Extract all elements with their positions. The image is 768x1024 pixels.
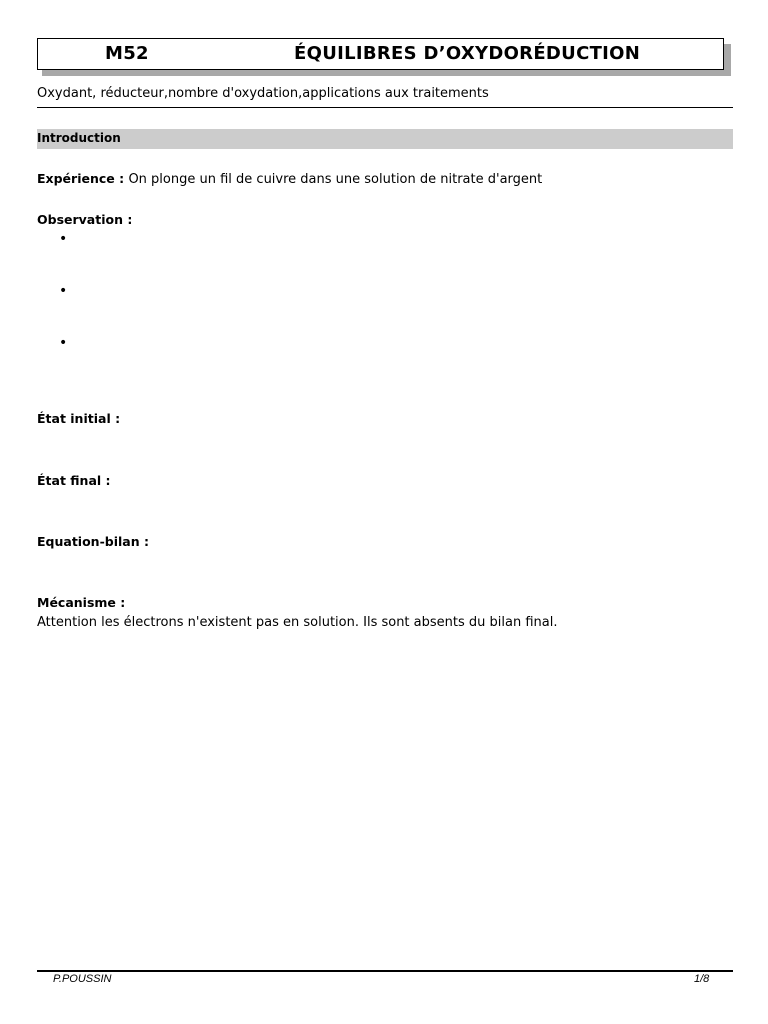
experience-line <box>37 171 542 187</box>
experience-text: On plonge un fil de cuivre dans une solution de nitrate d'argent <box>128 172 543 187</box>
module-code: M52 <box>105 43 149 64</box>
observation-label: Observation : <box>37 212 133 227</box>
document-title: ÉQUILIBRES D’OXYDORÉDUCTION <box>294 43 641 64</box>
experience-label: Expérience : <box>37 171 125 186</box>
section-header-band <box>37 129 733 149</box>
etat-initial-label: État initial : <box>37 411 121 426</box>
section-title: Introduction <box>37 131 121 145</box>
footer-author: P.POUSSIN <box>53 973 112 985</box>
footer-divider <box>37 970 733 972</box>
etat-final-label: État final : <box>37 473 111 488</box>
mecanisme-label: Mécanisme : <box>37 595 126 610</box>
subtitle-divider <box>37 107 733 108</box>
subtitle: Oxydant, réducteur,nombre d'oxydation,applications aux traitements <box>37 86 489 101</box>
mecanisme-text: Attention les électrons n'existent pas en solution. Ils sont absents du bilan final. <box>37 615 558 630</box>
observation-bullet: • <box>59 283 68 299</box>
title-box <box>37 38 724 70</box>
observation-bullet: • <box>59 231 68 247</box>
equation-bilan-label: Equation-bilan : <box>37 534 149 549</box>
observation-bullet: • <box>59 335 68 351</box>
page-number: 1/8 <box>694 973 710 985</box>
